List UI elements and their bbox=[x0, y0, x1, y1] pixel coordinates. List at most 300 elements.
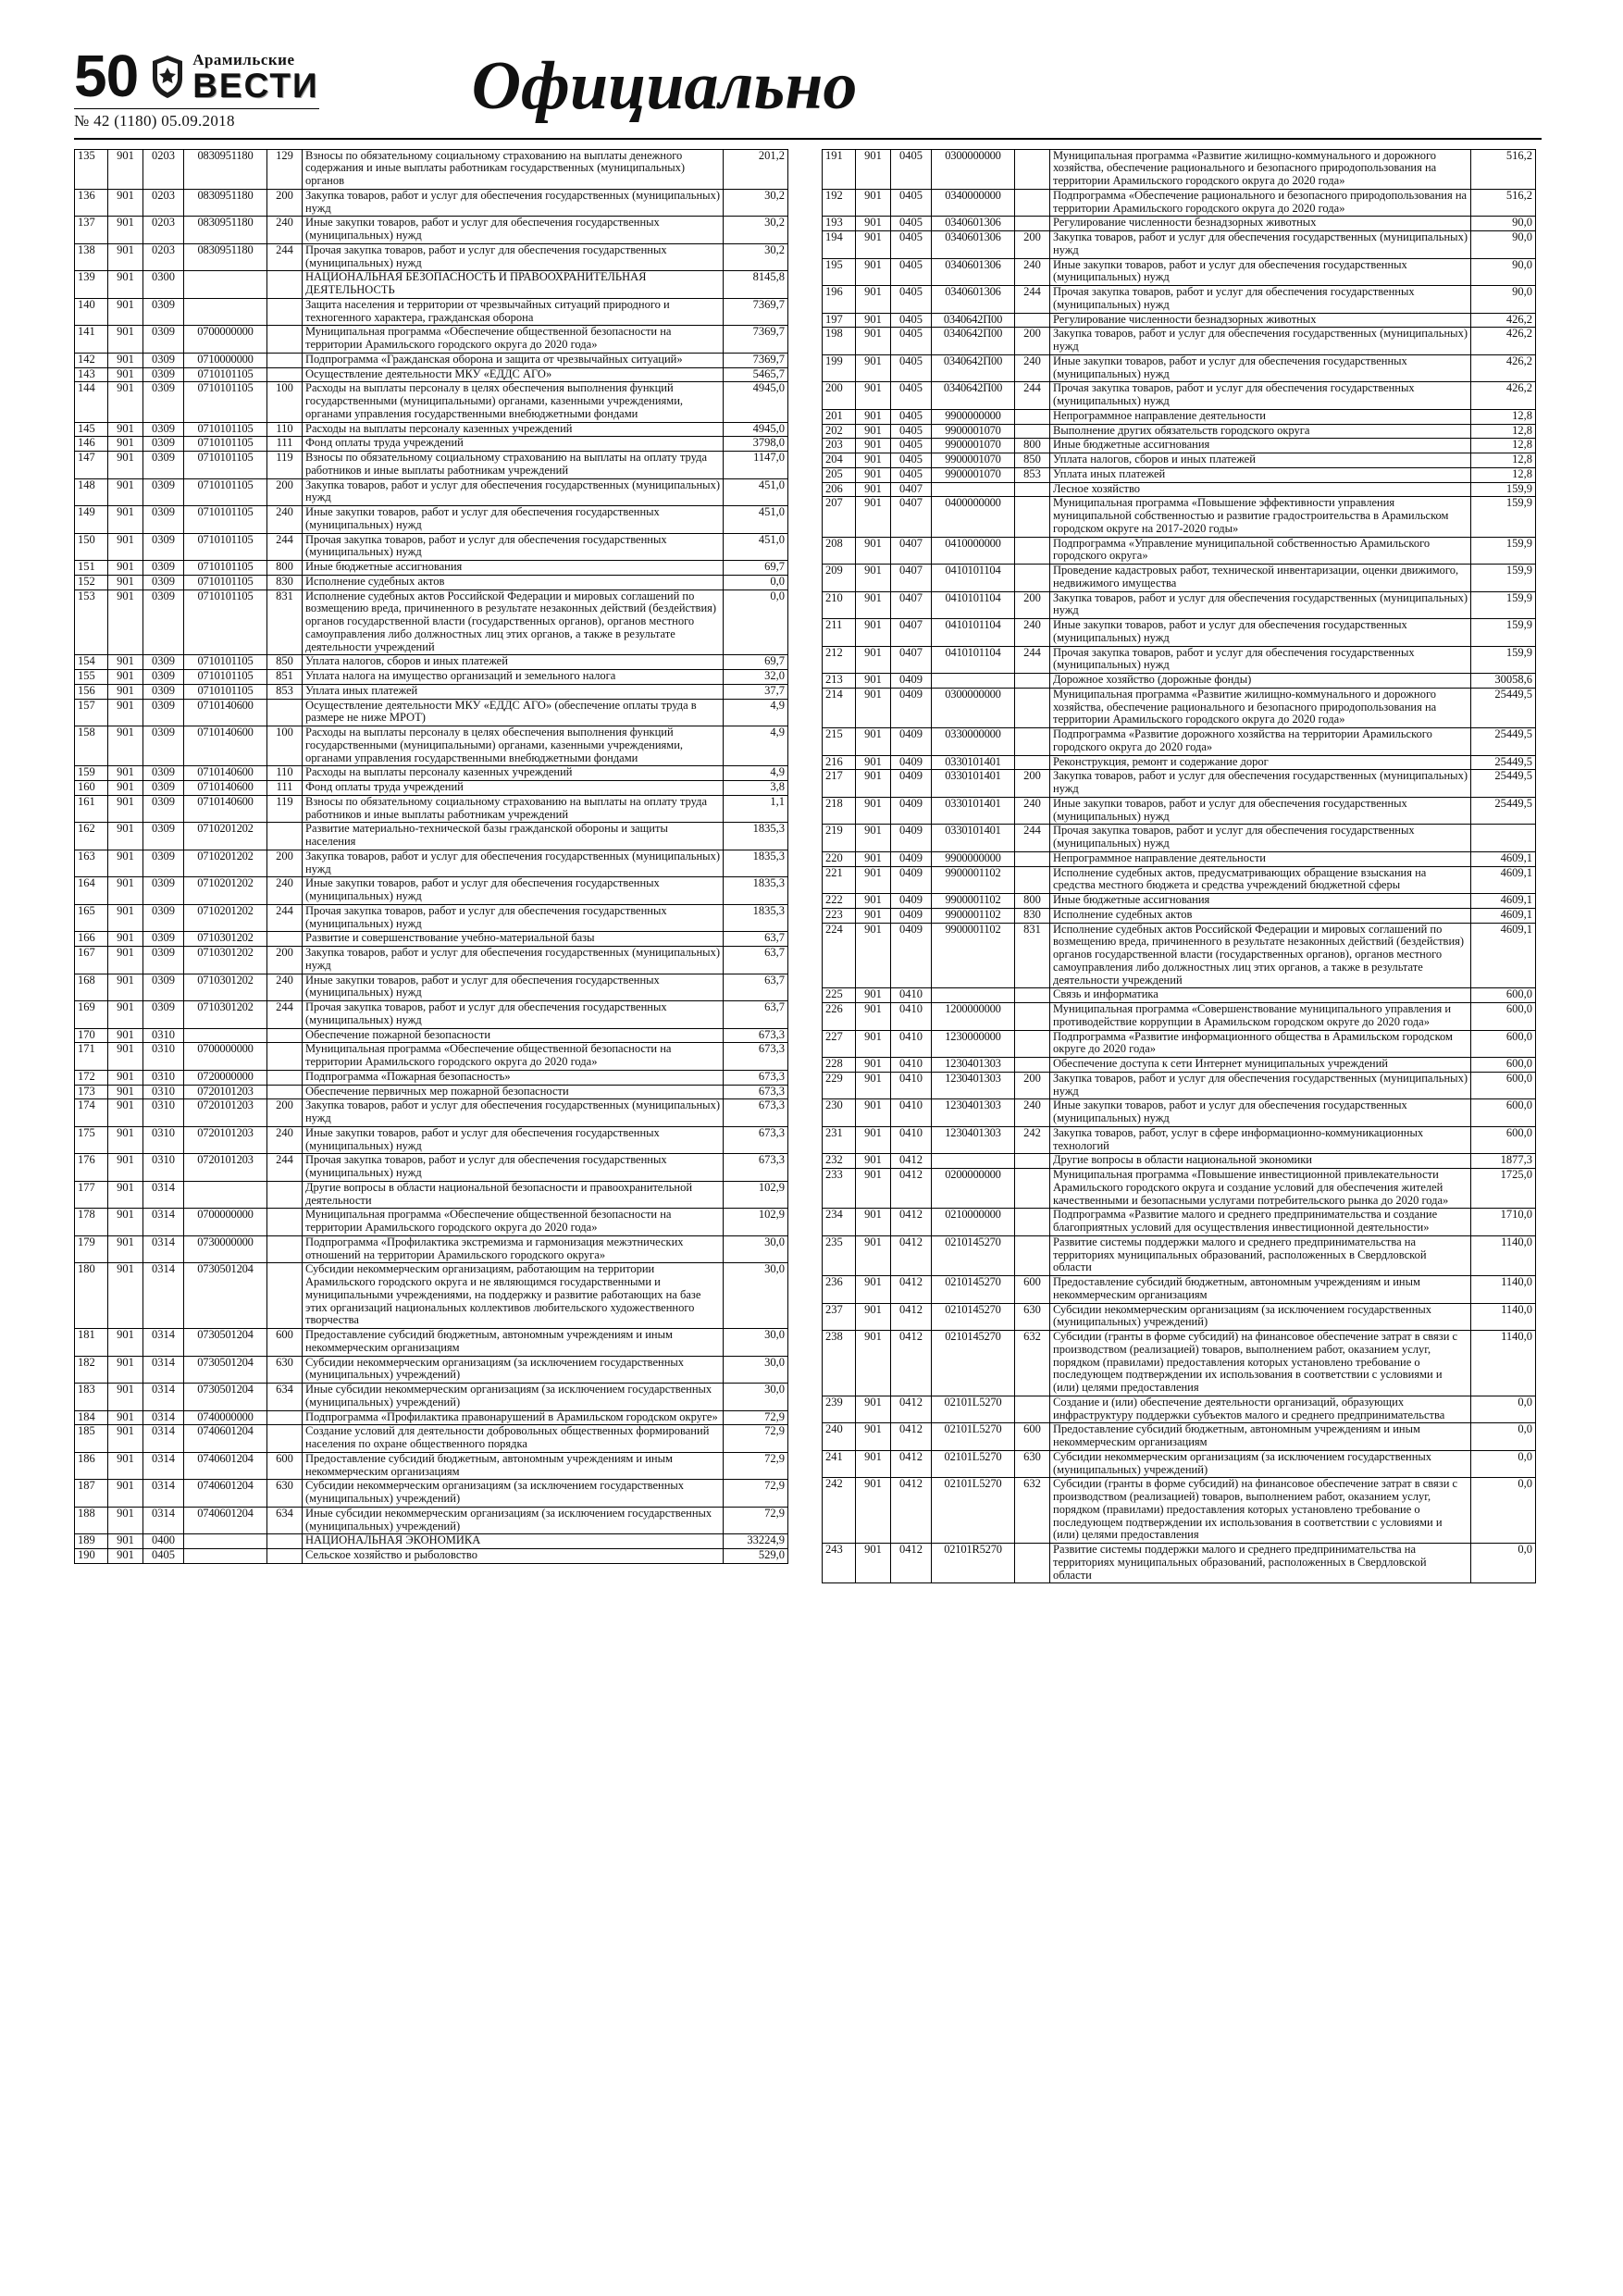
target-article-code: 0740601204 bbox=[184, 1425, 267, 1453]
amount: 4609,1 bbox=[1471, 908, 1536, 923]
expense-name: Субсидии некоммерческим организациям (за исключением государственных (муниципальных) учреждений) bbox=[1050, 1450, 1471, 1478]
expense-name: Лесное хозяйство bbox=[1050, 482, 1471, 497]
grbs-code: 901 bbox=[108, 1425, 143, 1453]
expense-name: Осуществление деятельности МКУ «ЕДДС АГО» bbox=[303, 367, 724, 382]
section-code: 0314 bbox=[143, 1507, 184, 1534]
page-number: 50 bbox=[74, 43, 139, 109]
expense-type-code bbox=[1015, 688, 1050, 727]
amount: 600,0 bbox=[1471, 1030, 1536, 1058]
expense-type-code: 632 bbox=[1015, 1478, 1050, 1544]
target-article-code: 9900001102 bbox=[932, 894, 1015, 909]
expense-name: Развитие материально-технической базы гражданской обороны и защиты населения bbox=[303, 823, 724, 850]
target-article-code: 0720101203 bbox=[184, 1154, 267, 1182]
grbs-code: 901 bbox=[856, 1423, 891, 1451]
section-code: 0412 bbox=[891, 1331, 932, 1396]
section-code: 0309 bbox=[143, 904, 184, 932]
target-article-code bbox=[184, 298, 267, 326]
expense-name: Субсидии некоммерческим организациям (за исключением государственных (муниципальных) учреждений) bbox=[303, 1480, 724, 1508]
expense-type-code bbox=[267, 1209, 303, 1236]
section-code: 0309 bbox=[143, 684, 184, 699]
grbs-code: 901 bbox=[856, 1450, 891, 1478]
row-number: 155 bbox=[75, 670, 108, 685]
brand-name-label: ВЕСТИ bbox=[192, 67, 319, 105]
grbs-code: 901 bbox=[856, 1276, 891, 1304]
amount: 1725,0 bbox=[1471, 1169, 1536, 1209]
target-article-code: 0730501204 bbox=[184, 1329, 267, 1357]
expense-type-code: 111 bbox=[267, 437, 303, 452]
row-number: 171 bbox=[75, 1043, 108, 1071]
row-number: 170 bbox=[75, 1028, 108, 1043]
section-code: 0412 bbox=[891, 1396, 932, 1423]
row-number: 188 bbox=[75, 1507, 108, 1534]
row-number: 228 bbox=[823, 1058, 856, 1073]
expense-name: Муниципальная программа «Повышение инвестиционной привлекательности Арамильского городского округа и создание условий для обеспечения жителей качественными и безопасными услугами потребительского рынка до 2020 года» bbox=[1050, 1169, 1471, 1209]
section-code: 0409 bbox=[891, 894, 932, 909]
table-row bbox=[75, 823, 788, 850]
expense-name: Иные субсидии некоммерческим организациям (за исключением государственных (муниципальных) учреждений) bbox=[303, 1384, 724, 1411]
grbs-code: 901 bbox=[108, 932, 143, 947]
target-article-code: 0710101105 bbox=[184, 590, 267, 655]
amount: 600,0 bbox=[1471, 1058, 1536, 1073]
section-code: 0310 bbox=[143, 1043, 184, 1071]
amount: 30,0 bbox=[724, 1384, 788, 1411]
target-article-code: 0710140600 bbox=[184, 766, 267, 781]
expense-type-code bbox=[1015, 313, 1050, 328]
section-code: 0405 bbox=[891, 382, 932, 410]
row-number: 229 bbox=[823, 1072, 856, 1099]
row-number: 217 bbox=[823, 770, 856, 798]
grbs-code: 901 bbox=[108, 382, 143, 422]
amount: 600,0 bbox=[1471, 1126, 1536, 1154]
target-article-code: 0410101104 bbox=[932, 646, 1015, 674]
expense-type-code bbox=[267, 1181, 303, 1209]
section-code: 0309 bbox=[143, 850, 184, 877]
table-row bbox=[823, 354, 1536, 382]
section-code: 0400 bbox=[143, 1534, 184, 1549]
expense-name: Муниципальная программа «Развитие жилищно-коммунального и дорожного хозяйства, обеспечение рационального и безопасного природопользования на территории Арамильского городского округа до 2020 года» bbox=[1050, 149, 1471, 189]
target-article-code: 0210145270 bbox=[932, 1303, 1015, 1331]
expense-type-code: 851 bbox=[267, 670, 303, 685]
amount: 1140,0 bbox=[1471, 1276, 1536, 1304]
section-code: 0409 bbox=[891, 674, 932, 689]
expense-type-code: 244 bbox=[267, 904, 303, 932]
expense-name: Предоставление субсидий бюджетным, автономным учреждениям и иным некоммерческим организациям bbox=[1050, 1423, 1471, 1451]
section-code: 0314 bbox=[143, 1480, 184, 1508]
target-article-code: 0730000000 bbox=[184, 1235, 267, 1263]
row-number: 190 bbox=[75, 1549, 108, 1564]
amount: 25449,5 bbox=[1471, 797, 1536, 825]
section-code: 0309 bbox=[143, 298, 184, 326]
target-article-code: 0340642П00 bbox=[932, 313, 1015, 328]
row-number: 240 bbox=[823, 1423, 856, 1451]
target-article-code: 0330000000 bbox=[932, 728, 1015, 756]
amount: 72,9 bbox=[724, 1452, 788, 1480]
section-code: 0309 bbox=[143, 726, 184, 766]
expense-type-code: 240 bbox=[1015, 797, 1050, 825]
amount: 600,0 bbox=[1471, 1099, 1536, 1127]
row-number: 241 bbox=[823, 1450, 856, 1478]
expense-type-code bbox=[1015, 409, 1050, 424]
table-row bbox=[75, 1480, 788, 1508]
target-article-code: 0700000000 bbox=[184, 1043, 267, 1071]
amount: 33224,9 bbox=[724, 1534, 788, 1549]
expense-name: Предоставление субсидий бюджетным, автономным учреждениям и иным некоммерческим организациям bbox=[1050, 1276, 1471, 1304]
expense-type-code: 600 bbox=[1015, 1423, 1050, 1451]
issue-date-line: № 42 (1180) 05.09.2018 bbox=[74, 108, 319, 130]
target-article-code: 0340601306 bbox=[932, 217, 1015, 231]
table-row bbox=[75, 904, 788, 932]
amount: 90,0 bbox=[1471, 286, 1536, 314]
expense-name: Закупка товаров, работ и услуг для обеспечения государственных (муниципальных) нужд bbox=[1050, 591, 1471, 619]
table-row bbox=[75, 1085, 788, 1099]
target-article-code: 0720101203 bbox=[184, 1099, 267, 1127]
expense-type-code: 240 bbox=[1015, 1099, 1050, 1127]
target-article-code: 0330101401 bbox=[932, 770, 1015, 798]
expense-type-code bbox=[1015, 1169, 1050, 1209]
row-number: 211 bbox=[823, 619, 856, 647]
expense-name: Субсидии (гранты в форме субсидий) на финансовое обеспечение затрат в связи с производством (реализацией) товаров, выполнением работ, оказанием услуг, порядком (правилами) предоставления которых установлено требование о последующем подтверждении их использования в соответствии с условиями и (или) целями предоставления bbox=[1050, 1478, 1471, 1544]
expense-type-code: 632 bbox=[1015, 1331, 1050, 1396]
target-article-code: 0300000000 bbox=[932, 688, 1015, 727]
grbs-code: 901 bbox=[108, 1085, 143, 1099]
expense-name: Прочая закупка товаров, работ и услуг для обеспечения государственных (муниципальных) нужд bbox=[1050, 825, 1471, 852]
section-code: 0309 bbox=[143, 699, 184, 726]
grbs-code: 901 bbox=[108, 298, 143, 326]
expense-name: Иные закупки товаров, работ и услуг для обеспечения государственных (муниципальных) нужд bbox=[303, 217, 724, 244]
target-article-code: 0340642П00 bbox=[932, 382, 1015, 410]
expense-name: Подпрограмма «Развитие дорожного хозяйства на территории Арамильского городского округа до 2020 года» bbox=[1050, 728, 1471, 756]
expense-name: Подпрограмма «Гражданская оборона и защита от чрезвычайных ситуаций» bbox=[303, 353, 724, 367]
expense-type-code: 200 bbox=[267, 189, 303, 217]
grbs-code: 901 bbox=[856, 1303, 891, 1331]
expense-name: Иные бюджетные ассигнования bbox=[303, 561, 724, 576]
table-row bbox=[823, 646, 1536, 674]
table-row bbox=[75, 726, 788, 766]
table-row bbox=[75, 670, 788, 685]
expense-type-code bbox=[1015, 866, 1050, 894]
row-number: 213 bbox=[823, 674, 856, 689]
expense-name: Развитие и совершенствование учебно-материальной базы bbox=[303, 932, 724, 947]
expense-type-code: 831 bbox=[1015, 923, 1050, 988]
row-number: 191 bbox=[823, 149, 856, 189]
row-number: 219 bbox=[823, 825, 856, 852]
target-article-code: 0710101105 bbox=[184, 575, 267, 590]
table-row bbox=[823, 565, 1536, 592]
expense-type-code: 240 bbox=[1015, 619, 1050, 647]
target-article-code: 0710140600 bbox=[184, 726, 267, 766]
expense-name: Закупка товаров, работ и услуг для обеспечения государственных (муниципальных) нужд bbox=[1050, 328, 1471, 355]
expense-type-code: 853 bbox=[267, 684, 303, 699]
row-number: 224 bbox=[823, 923, 856, 988]
row-number: 198 bbox=[823, 328, 856, 355]
grbs-code: 901 bbox=[856, 231, 891, 259]
expense-type-code: 630 bbox=[267, 1480, 303, 1508]
section-code: 0309 bbox=[143, 877, 184, 905]
table-row bbox=[75, 1410, 788, 1425]
grbs-code: 901 bbox=[856, 825, 891, 852]
row-number: 210 bbox=[823, 591, 856, 619]
amount: 63,7 bbox=[724, 932, 788, 947]
grbs-code: 901 bbox=[108, 1384, 143, 1411]
target-article-code: 0710140600 bbox=[184, 781, 267, 796]
row-number: 185 bbox=[75, 1425, 108, 1453]
target-article-code: 0330101401 bbox=[932, 825, 1015, 852]
amount: 102,9 bbox=[724, 1209, 788, 1236]
target-article-code: 1230401303 bbox=[932, 1099, 1015, 1127]
section-code: 0407 bbox=[891, 537, 932, 565]
expense-name: Уплата налогов, сборов и иных платежей bbox=[303, 655, 724, 670]
section-code: 0410 bbox=[891, 1099, 932, 1127]
expense-name: Иные закупки товаров, работ и услуг для обеспечения государственных (муниципальных) нужд bbox=[1050, 258, 1471, 286]
section-code: 0314 bbox=[143, 1425, 184, 1453]
section-code: 0407 bbox=[891, 619, 932, 647]
expense-name: Муниципальная программа «Обеспечение общественной безопасности на территории Арамильского городского округа до 2020 года» bbox=[303, 326, 724, 354]
section-code: 0309 bbox=[143, 974, 184, 1001]
section-code: 0405 bbox=[891, 149, 932, 189]
row-number: 233 bbox=[823, 1169, 856, 1209]
row-number: 237 bbox=[823, 1303, 856, 1331]
grbs-code: 901 bbox=[108, 766, 143, 781]
target-article-code: 1200000000 bbox=[932, 1003, 1015, 1031]
expense-name: Субсидии (гранты в форме субсидий) на финансовое обеспечение затрат в связи с производством (реализацией) товаров, выполнением работ, оказанием услуг, порядком (правилами) предоставления которых установлено требование о последующем подтверждении их использования в соответствии с условиями и (или) целями предоставления bbox=[1050, 1331, 1471, 1396]
amount: 12,8 bbox=[1471, 439, 1536, 453]
section-code: 0309 bbox=[143, 326, 184, 354]
target-article-code bbox=[184, 1534, 267, 1549]
expense-name: Закупка товаров, работ и услуг для обеспечения государственных (муниципальных) нужд bbox=[303, 850, 724, 877]
grbs-code: 901 bbox=[856, 409, 891, 424]
grbs-code: 901 bbox=[856, 1169, 891, 1209]
table-row bbox=[823, 674, 1536, 689]
section-code: 0409 bbox=[891, 728, 932, 756]
target-article-code: 0710101105 bbox=[184, 367, 267, 382]
row-number: 160 bbox=[75, 781, 108, 796]
grbs-code: 901 bbox=[856, 1003, 891, 1031]
section-code: 0412 bbox=[891, 1209, 932, 1236]
target-article-code: 02101L5270 bbox=[932, 1450, 1015, 1478]
expense-name: Исполнение судебных актов bbox=[1050, 908, 1471, 923]
grbs-code: 901 bbox=[108, 823, 143, 850]
section-code: 0309 bbox=[143, 533, 184, 561]
target-article-code bbox=[932, 482, 1015, 497]
target-article-code: 0710000000 bbox=[184, 353, 267, 367]
expense-name: НАЦИОНАЛЬНАЯ ЭКОНОМИКА bbox=[303, 1534, 724, 1549]
expense-type-code: 830 bbox=[267, 575, 303, 590]
expense-name: Расходы на выплаты персоналу в целях обеспечения выполнения функций государственными (муниципальными) органами, казенными учреждениями, органами управления государственными внебюджетными фондами bbox=[303, 726, 724, 766]
budget-table-right bbox=[822, 149, 1536, 1584]
table-row bbox=[823, 1450, 1536, 1478]
target-article-code: 0710201202 bbox=[184, 850, 267, 877]
target-article-code: 0400000000 bbox=[932, 497, 1015, 537]
row-number: 147 bbox=[75, 452, 108, 479]
target-article-code: 0710101105 bbox=[184, 437, 267, 452]
grbs-code: 901 bbox=[856, 674, 891, 689]
section-code: 0412 bbox=[891, 1276, 932, 1304]
grbs-code: 901 bbox=[108, 189, 143, 217]
table-row bbox=[75, 189, 788, 217]
grbs-code: 901 bbox=[856, 1072, 891, 1099]
grbs-code: 901 bbox=[856, 313, 891, 328]
amount: 30,2 bbox=[724, 217, 788, 244]
amount: 451,0 bbox=[724, 506, 788, 534]
section-code: 0405 bbox=[891, 217, 932, 231]
expense-name: Иные закупки товаров, работ и услуг для обеспечения государственных (муниципальных) нужд bbox=[1050, 619, 1471, 647]
expense-name: НАЦИОНАЛЬНАЯ БЕЗОПАСНОСТЬ И ПРАВООХРАНИТЕЛЬНАЯ ДЕЯТЕЛЬНОСТЬ bbox=[303, 271, 724, 299]
row-number: 227 bbox=[823, 1030, 856, 1058]
amount: 4945,0 bbox=[724, 422, 788, 437]
expense-name: Создание и (или) обеспечение деятельности организаций, образующих инфраструктуру поддержки субъектов малого и среднего предпринимательства bbox=[1050, 1396, 1471, 1423]
amount: 7369,7 bbox=[724, 326, 788, 354]
target-article-code: 0830951180 bbox=[184, 243, 267, 271]
amount: 7369,7 bbox=[724, 353, 788, 367]
table-row bbox=[823, 894, 1536, 909]
row-number: 182 bbox=[75, 1356, 108, 1384]
amount: 426,2 bbox=[1471, 382, 1536, 410]
amount: 159,9 bbox=[1471, 497, 1536, 537]
amount: 30,2 bbox=[724, 243, 788, 271]
target-article-code: 0710101105 bbox=[184, 561, 267, 576]
expense-name: Исполнение судебных актов bbox=[303, 575, 724, 590]
table-row bbox=[823, 591, 1536, 619]
row-number: 223 bbox=[823, 908, 856, 923]
amount: 1710,0 bbox=[1471, 1209, 1536, 1236]
amount: 529,0 bbox=[724, 1549, 788, 1564]
amount: 516,2 bbox=[1471, 149, 1536, 189]
row-number: 189 bbox=[75, 1534, 108, 1549]
table-row bbox=[75, 1209, 788, 1236]
section-code: 0410 bbox=[891, 1126, 932, 1154]
amount: 7369,7 bbox=[724, 298, 788, 326]
table-row bbox=[75, 353, 788, 367]
section-code: 0407 bbox=[891, 497, 932, 537]
row-number: 159 bbox=[75, 766, 108, 781]
section-code: 0314 bbox=[143, 1263, 184, 1329]
section-code: 0412 bbox=[891, 1423, 932, 1451]
expense-type-code bbox=[1015, 497, 1050, 537]
table-row bbox=[75, 478, 788, 506]
amount: 1,1 bbox=[724, 795, 788, 823]
grbs-code: 901 bbox=[108, 1452, 143, 1480]
table-row bbox=[823, 728, 1536, 756]
expense-name: Исполнение судебных актов, предусматривающих обращение взыскания на средства местного бюджета и средства учреждений бюджетной сферы bbox=[1050, 866, 1471, 894]
amount: 25449,5 bbox=[1471, 755, 1536, 770]
grbs-code: 901 bbox=[108, 1154, 143, 1182]
row-number: 193 bbox=[823, 217, 856, 231]
row-number: 183 bbox=[75, 1384, 108, 1411]
grbs-code: 901 bbox=[108, 243, 143, 271]
grbs-code: 901 bbox=[856, 1396, 891, 1423]
grbs-code: 901 bbox=[108, 726, 143, 766]
expense-name: Иные закупки товаров, работ и услуг для обеспечения государственных (муниципальных) нужд bbox=[1050, 797, 1471, 825]
amount: 63,7 bbox=[724, 947, 788, 974]
expense-type-code: 244 bbox=[267, 533, 303, 561]
section-code: 0409 bbox=[891, 688, 932, 727]
section-code: 0405 bbox=[143, 1549, 184, 1564]
table-row bbox=[823, 189, 1536, 217]
grbs-code: 901 bbox=[108, 1070, 143, 1085]
expense-type-code: 240 bbox=[1015, 354, 1050, 382]
section-code: 0309 bbox=[143, 382, 184, 422]
grbs-code: 901 bbox=[108, 974, 143, 1001]
grbs-code: 901 bbox=[856, 565, 891, 592]
row-number: 196 bbox=[823, 286, 856, 314]
amount: 600,0 bbox=[1471, 1003, 1536, 1031]
amount: 451,0 bbox=[724, 533, 788, 561]
expense-type-code bbox=[1015, 537, 1050, 565]
amount: 451,0 bbox=[724, 478, 788, 506]
table-row bbox=[823, 866, 1536, 894]
row-number: 173 bbox=[75, 1085, 108, 1099]
expense-name: Прочая закупка товаров, работ и услуг для обеспечения государственных (муниципальных) нужд bbox=[1050, 646, 1471, 674]
grbs-code: 901 bbox=[856, 770, 891, 798]
section-code: 0410 bbox=[891, 1058, 932, 1073]
grbs-code: 901 bbox=[856, 988, 891, 1003]
grbs-code: 901 bbox=[108, 478, 143, 506]
expense-name: Дорожное хозяйство (дорожные фонды) bbox=[1050, 674, 1471, 689]
target-article-code: 0740601204 bbox=[184, 1507, 267, 1534]
grbs-code: 901 bbox=[856, 1099, 891, 1127]
table-row bbox=[75, 766, 788, 781]
target-article-code: 0330101401 bbox=[932, 755, 1015, 770]
amount: 69,7 bbox=[724, 655, 788, 670]
row-number: 162 bbox=[75, 823, 108, 850]
section-code: 0405 bbox=[891, 354, 932, 382]
table-row bbox=[75, 1263, 788, 1329]
section-title: Официально bbox=[471, 48, 858, 124]
amount: 600,0 bbox=[1471, 1072, 1536, 1099]
expense-name: Иные бюджетные ассигнования bbox=[1050, 439, 1471, 453]
expense-type-code bbox=[267, 1534, 303, 1549]
grbs-code: 901 bbox=[108, 506, 143, 534]
expense-name: Фонд оплаты труда учреждений bbox=[303, 781, 724, 796]
row-number: 232 bbox=[823, 1154, 856, 1169]
expense-name: Закупка товаров, работ и услуг для обеспечения государственных (муниципальных) нужд bbox=[303, 947, 724, 974]
target-article-code: 0710101105 bbox=[184, 684, 267, 699]
expense-type-code: 119 bbox=[267, 452, 303, 479]
expense-type-code bbox=[1015, 674, 1050, 689]
row-number: 142 bbox=[75, 353, 108, 367]
amount: 12,8 bbox=[1471, 453, 1536, 468]
expense-type-code: 630 bbox=[1015, 1303, 1050, 1331]
expense-type-code: 600 bbox=[267, 1452, 303, 1480]
masthead-left bbox=[74, 43, 319, 130]
target-article-code: 0710301202 bbox=[184, 932, 267, 947]
target-article-code bbox=[184, 1181, 267, 1209]
target-article-code: 0410000000 bbox=[932, 537, 1015, 565]
grbs-code: 901 bbox=[856, 646, 891, 674]
amount: 30,0 bbox=[724, 1329, 788, 1357]
expense-type-code: 244 bbox=[1015, 646, 1050, 674]
amount: 159,9 bbox=[1471, 646, 1536, 674]
table-row bbox=[823, 1072, 1536, 1099]
expense-type-code: 831 bbox=[267, 590, 303, 655]
section-code: 0409 bbox=[891, 908, 932, 923]
amount: 0,0 bbox=[1471, 1396, 1536, 1423]
row-number: 218 bbox=[823, 797, 856, 825]
section-code: 0309 bbox=[143, 561, 184, 576]
section-code: 0310 bbox=[143, 1070, 184, 1085]
expense-type-code: 853 bbox=[1015, 467, 1050, 482]
section-code: 0309 bbox=[143, 655, 184, 670]
section-code: 0310 bbox=[143, 1126, 184, 1154]
amount: 1835,3 bbox=[724, 850, 788, 877]
section-code: 0203 bbox=[143, 189, 184, 217]
amount: 159,9 bbox=[1471, 591, 1536, 619]
target-article-code: 0740601204 bbox=[184, 1480, 267, 1508]
grbs-code: 901 bbox=[108, 877, 143, 905]
amount: 5465,7 bbox=[724, 367, 788, 382]
target-article-code: 0710101105 bbox=[184, 422, 267, 437]
section-code: 0409 bbox=[891, 851, 932, 866]
